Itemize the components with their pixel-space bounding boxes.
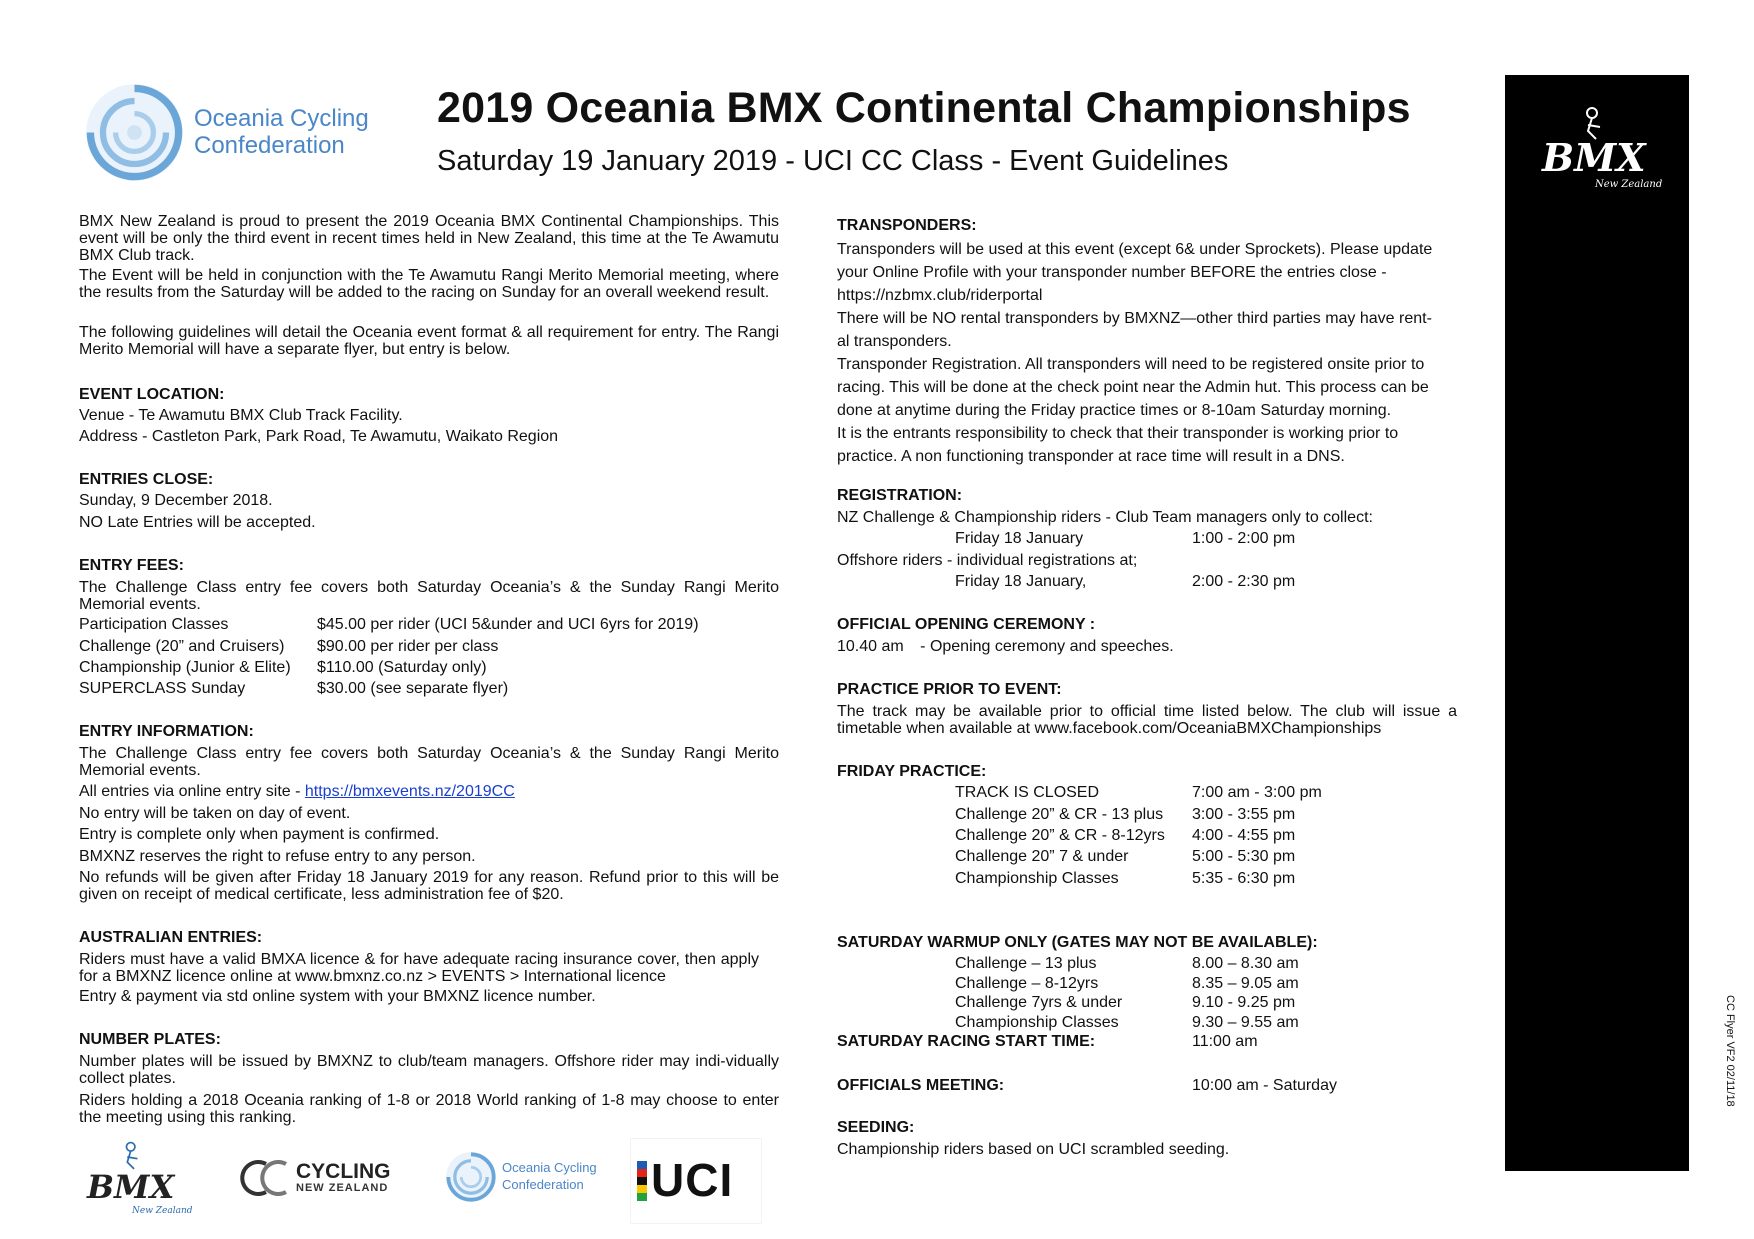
fee-value: $110.00 (Saturday only) [317,659,487,676]
transponders-line: Transponder Registration. All transponders will need to be registered onsite prior to [837,356,1425,373]
registration-nz-line: NZ Challenge & Championship riders - Club Team managers only to collect: [837,509,1373,526]
practice-prior-text: The track may be available prior to official time listed below. The club will issue a timetable when available at www.facebook.com/OceaniaBMXChampionships [837,703,1457,737]
footer-cycling-text: CYCLING [296,1160,391,1183]
transponders-line: your Online Profile with your transponder number BEFORE the entries close - [837,264,1387,281]
sidebar-panel [1505,75,1689,1171]
saturday-warmup-label: Challenge – 13 plus [955,955,1097,972]
entry-fees-heading: ENTRY FEES: [79,557,184,574]
transponders-line: racing. This will be done at the check point near the Admin hut. This process can be [837,379,1429,396]
saturday-warmup-time: 9.30 – 9.55 am [1192,1014,1299,1031]
occ-logo [82,80,402,185]
transponders-line: It is the entrants responsibility to check that their transponder is working prior to [837,425,1399,442]
footer-uci-logo [630,1138,762,1224]
saturday-warmup-time: 8.35 – 9.05 am [1192,975,1299,992]
friday-practice-label: Challenge 20” 7 & under [955,848,1129,865]
entries-close-date: Sunday, 9 December 2018. [79,492,273,509]
saturday-warmup-heading: SATURDAY WARMUP ONLY (GATES MAY NOT BE AVAILABLE): [837,934,1318,951]
ceremony-time: 10.40 am [837,638,904,655]
transponders-line: al transponders. [837,333,952,350]
event-location-heading: EVENT LOCATION: [79,386,225,403]
occ-swirl-icon [82,80,187,185]
friday-practice-time: 3:00 - 3:55 pm [1192,806,1296,823]
fee-label: SUPERCLASS Sunday [79,680,246,697]
racing-start-time: 11:00 am [1192,1033,1258,1050]
aus-entries-text: Riders must have a valid BMXA licence & for have adequate racing insurance cover, then apply for a BMXNZ licence online at www.bmxnz.co.nz > EVENTS > International licence [79,951,759,985]
occ-swirl-icon [444,1150,498,1204]
entry-info-line: No entry will be taken on day of event. [79,805,351,822]
friday-practice-heading: FRIDAY PRACTICE: [837,763,987,780]
entry-site-link[interactable]: https://bmxevents.nz/2019CC [304,783,515,800]
entry-online-prefix: All entries via online entry site - [79,783,305,800]
aus-entries-heading: AUSTRALIAN ENTRIES: [79,929,263,946]
friday-practice-label: Challenge 20” & CR - 13 plus [955,806,1164,823]
transponders-line: https://nzbmx.club/riderportal [837,287,1043,304]
friday-practice-time: 5:35 - 6:30 pm [1192,870,1296,887]
ceremony-text: - Opening ceremony and speeches. [915,638,1174,655]
friday-practice-time: 7:00 am - 3:00 pm [1192,784,1322,801]
fee-value: $45.00 per rider (UCI 5&under and UCI 6yrs for 2019) [317,616,699,633]
entry-info-line: BMXNZ reserves the right to refuse entry to any person. [79,848,476,865]
cycling-swoosh-icon [238,1158,298,1198]
entry-fees-intro: The Challenge Class entry fee covers both Saturday Oceania’s & the Sunday Rangi Merito Memorial events. [79,579,779,613]
friday-practice-label: Challenge 20” & CR - 8-12yrs [955,827,1165,844]
footer-cycling-nz-logo [238,1158,413,1198]
entries-close-heading: ENTRIES CLOSE: [79,471,214,488]
sidebar-bmx-mark: BMX [1542,135,1646,180]
registration-offshore-line: Offshore riders - individual registrations at; [837,552,1138,569]
footer-bmx-mark: BMX [87,1168,175,1206]
uci-text: UCI [651,1154,734,1206]
ceremony-heading: OFFICIAL OPENING CEREMONY : [837,616,1096,633]
page-subtitle: Saturday 19 January 2019 - UCI CC Class - Event Guidelines [437,145,1229,177]
footer-occ-line1: Oceania Cycling [502,1160,597,1175]
footer-bmx-sub: New Zealand [132,1206,193,1216]
transponders-heading: TRANSPONDERS: [837,217,977,234]
registration-offshore-time: 2:00 - 2:30 pm [1192,573,1296,590]
officials-meeting-label: OFFICIALS MEETING: [837,1077,1005,1094]
fee-label: Championship (Junior & Elite) [79,659,291,676]
seeding-text: Championship riders based on UCI scrambled seeding. [837,1141,1230,1158]
transponders-line: There will be NO rental transponders by BMXNZ—other third parties may have rent- [837,310,1432,327]
transponders-line: Transponders will be used at this event (except 6& under Sprockets). Please update [837,241,1433,258]
number-plates-ranking: Riders holding a 2018 Oceania ranking of 1-8 or 2018 World ranking of 1-8 may choose to enter the meeting using this ranking. [79,1092,779,1126]
friday-practice-label: Championship Classes [955,870,1119,887]
saturday-warmup-label: Challenge – 8-12yrs [955,975,1099,992]
fee-label: Challenge (20” and Cruisers) [79,638,285,655]
entry-online-line [79,781,515,802]
ceremony-line [837,636,1174,657]
event-address: Address - Castleton Park, Park Road, Te Awamutu, Waikato Region [79,428,559,445]
entry-info-heading: ENTRY INFORMATION: [79,723,254,740]
uci-rainbow-stripes [637,1161,647,1201]
registration-heading: REGISTRATION: [837,487,963,504]
intro-paragraph-1: BMX New Zealand is proud to present the 2019 Oceania BMX Continental Championships. This event will be only the third event in recent times held in New Zealand, this time at the Te Awamutu BMX Club track. [79,213,779,264]
transponders-line: practice. A non functioning transponder at race time will result in a DNS. [837,448,1345,465]
number-plates-text: Number plates will be issued by BMXNZ to club/team managers. Offshore rider may indi-vidually collect plates. [79,1053,779,1087]
seeding-heading: SEEDING: [837,1119,915,1136]
footer-occ-logo [444,1148,614,1208]
fee-label: Participation Classes [79,616,229,633]
footer-new-zealand-text: NEW ZEALAND [296,1182,389,1194]
saturday-warmup-label: Championship Classes [955,1014,1119,1031]
fee-value: $90.00 per rider per class [317,638,499,655]
footer-bmx-nz-logo [82,1140,202,1220]
entry-info-intro: The Challenge Class entry fee covers both Saturday Oceania’s & the Sunday Rangi Merito Memorial events. [79,745,779,779]
document-code: CC Flyer VF2 02/11/18 [1724,995,1736,1107]
intro-paragraph-3: The following guidelines will detail the Oceania event format & all requirement for entry. The Rangi Merito Memorial will have a separate flyer, but entry is below. [79,324,779,358]
saturday-warmup-time: 9.10 - 9.25 pm [1192,994,1296,1011]
practice-prior-heading: PRACTICE PRIOR TO EVENT: [837,681,1062,698]
occ-logo-line1: Oceania Cycling [194,105,369,132]
racing-start-label: SATURDAY RACING START TIME: [837,1033,1096,1050]
officials-meeting-time: 10:00 am - Saturday [1192,1077,1337,1094]
fee-value: $30.00 (see separate flyer) [317,680,509,697]
occ-logo-line2: Confederation [194,132,345,159]
sidebar-bmx-logo [1540,105,1663,195]
intro-paragraph-2: The Event will be held in conjunction with the Te Awamutu Rangi Merito Memorial meeting, where the results from the Saturday will be added to the racing on Sunday for an overall weekend result. [79,267,779,301]
registration-offshore-day: Friday 18 January, [955,573,1087,590]
entries-close-note: NO Late Entries will be accepted. [79,514,316,531]
saturday-warmup-label: Challenge 7yrs & under [955,994,1123,1011]
friday-practice-time: 4:00 - 4:55 pm [1192,827,1296,844]
aus-entries-payment: Entry & payment via std online system with your BMXNZ licence number. [79,988,596,1005]
page-title: 2019 Oceania BMX Continental Championships [437,84,1411,132]
saturday-warmup-time: 8.00 – 8.30 am [1192,955,1299,972]
event-venue: Venue - Te Awamutu BMX Club Track Facility. [79,407,403,424]
footer-occ-line2: Confederation [502,1177,584,1192]
entry-refunds: No refunds will be given after Friday 18 January 2019 for any reason. Refund prior to this will be given on receipt of medical certificate, less administration fee of $20. [79,869,779,903]
friday-practice-time: 5:00 - 5:30 pm [1192,848,1296,865]
registration-nz-time: 1:00 - 2:00 pm [1192,530,1296,547]
entry-info-line: Entry is complete only when payment is confirmed. [79,826,440,843]
registration-nz-day: Friday 18 January [955,530,1084,547]
friday-practice-label: TRACK IS CLOSED [955,784,1100,801]
transponders-line: done at anytime during the Friday practice times or 8-10am Saturday morning. [837,402,1392,419]
number-plates-heading: NUMBER PLATES: [79,1031,221,1048]
sidebar-bmx-sub: New Zealand [1595,179,1663,190]
